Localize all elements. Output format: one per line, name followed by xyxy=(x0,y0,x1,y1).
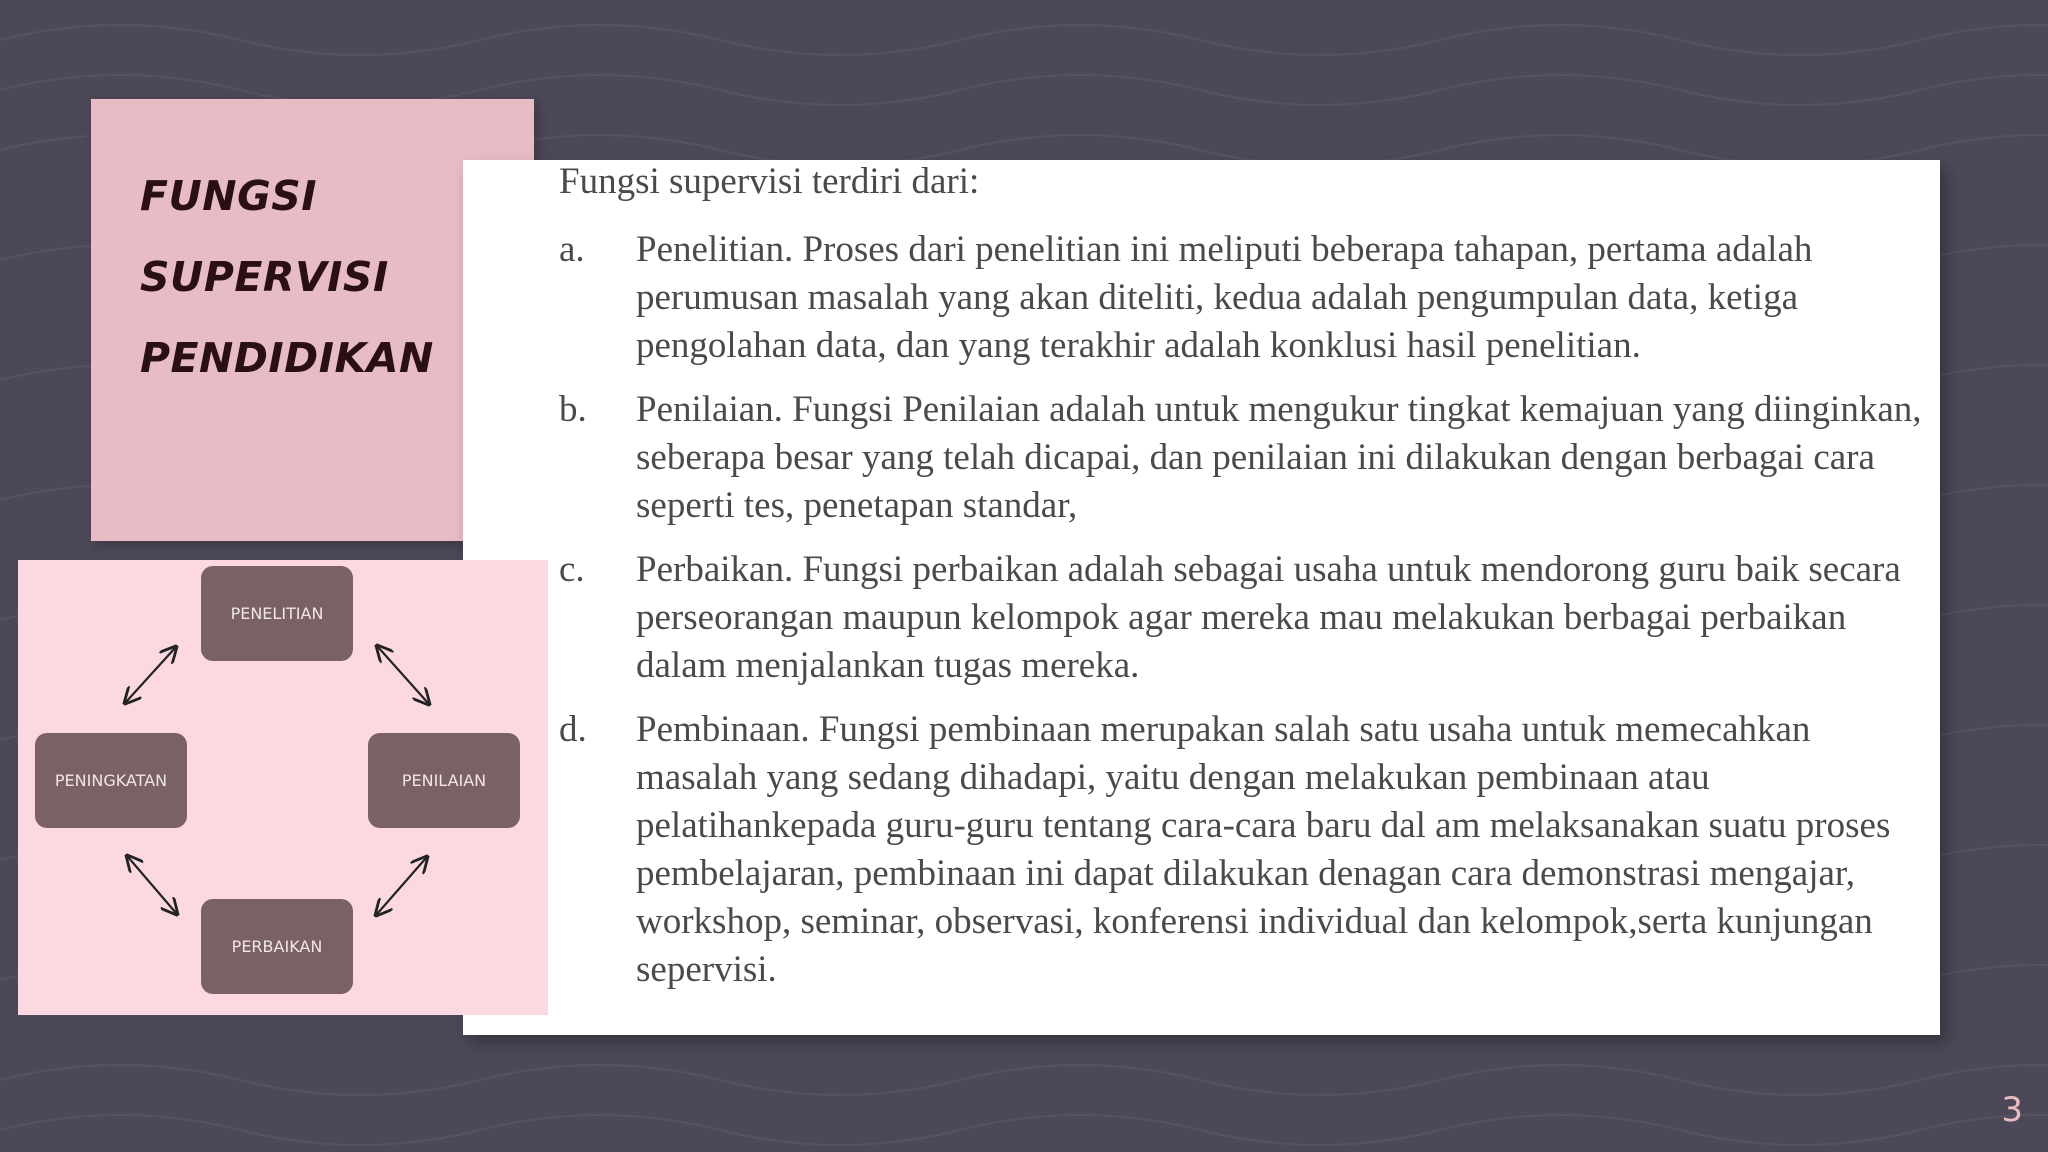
title-line-1: FUNGSI xyxy=(140,172,318,220)
cycle-diagram xyxy=(18,560,548,1015)
node-peningkatan: PENINGKATAN xyxy=(35,733,187,828)
list-item-text: Penelitian. Proses dari penelitian ini meliputi beberapa tahapan, pertama adalah perumusan masalah yang akan diteliti, kedua adalah pengumpulan data, ketiga pengolahan data, dan yang terakhir adalah konklusi hasil penelitian. xyxy=(636,229,1813,366)
list-item-text: Pembinaan. Fungsi pembinaan merupakan salah satu usaha untuk memecahkan masalah yang sedang dihadapi, yaitu dengan melakukan pembinaan atau pelatihankepada guru-guru tentang cara-cara baru dal am melaksanakan suatu proses pembelajaran, pembinaan ini dapat dilakukan denagan cara demonstrasi mengajar, workshop, seminar, observasi, konferensi individual dan kelompok,serta kunjungan sepervisi. xyxy=(636,709,1891,990)
content-box xyxy=(463,160,1940,1035)
list-item-text: Perbaikan. Fungsi perbaikan adalah sebagai usaha untuk mendorong guru baik secara perseorangan maupun kelompok agar mereka mau melakukan berbagai perbaikan dalam menjalankan tugas mereka. xyxy=(636,549,1901,686)
node-penelitian: PENELITIAN xyxy=(201,566,353,661)
list-item-letter: d. xyxy=(559,709,587,750)
page-number: 3 xyxy=(2001,1090,2023,1130)
list-item-letter: b. xyxy=(559,389,587,430)
list-item-letter: a. xyxy=(559,229,585,270)
title-line-3: PENDIDIKAN xyxy=(140,334,434,382)
content-intro: Fungsi supervisi terdiri dari: xyxy=(559,161,980,202)
node-penilaian: PENILAIAN xyxy=(368,733,520,828)
list-item-letter: c. xyxy=(559,549,585,590)
list-item-text: Penilaian. Fungsi Penilaian adalah untuk mengukur tingkat kemajuan yang diinginkan, seberapa besar yang telah dicapai, dan penilaian ini dilakukan dengan berbagai cara seperti tes, penetapan standar, xyxy=(636,389,1922,526)
node-perbaikan: PERBAIKAN xyxy=(201,899,353,994)
title-line-2: SUPERVISI xyxy=(140,253,389,301)
